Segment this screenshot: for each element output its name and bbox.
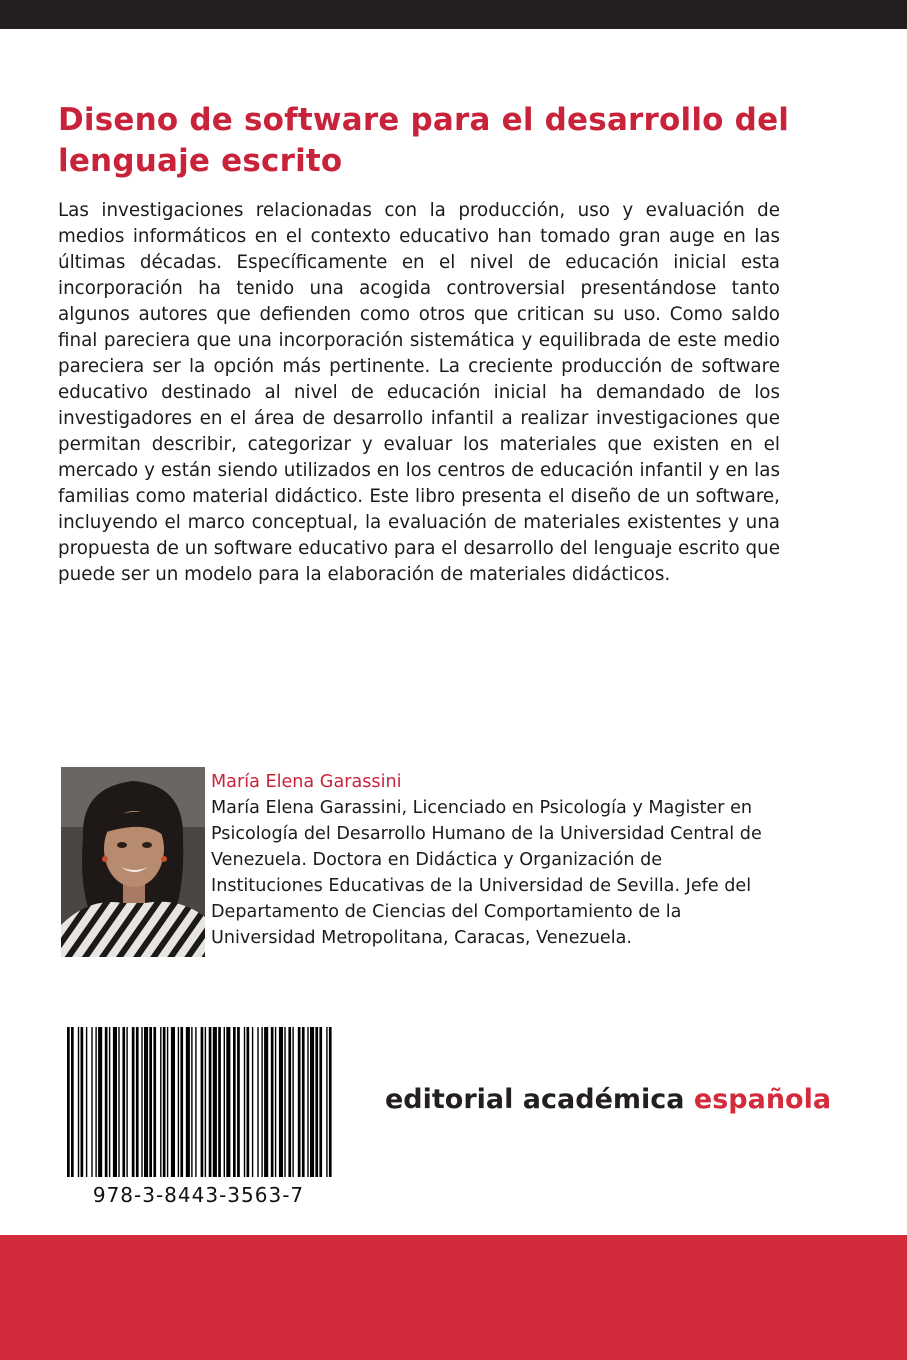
author-photo [61,767,205,957]
publisher-logo [385,1084,831,1115]
bottom-band [0,1235,907,1360]
author-bio: María Elena Garassini, Licenciado en Psicología y Magister en Psicología del Desarrollo Humano de la Universidad Central de Venezuela. Doctora en Didáctica y Organización de Instituciones Educativas de la Universidad de Sevilla. Jefe del Departamento de Ciencias del Comportamiento de la Universidad Metropolitana, Caracas, Venezuela. [211,798,762,948]
publisher-name: editorial académica [385,1084,694,1115]
book-title: Diseno de software para el desarrollo del lenguaje escrito [58,102,790,179]
book-description: Las investigaciones relacionadas con la producción, uso y evaluación de medios informáticos en el contexto educativo han tomado gran auge en las últimas décadas. Específicamente en el nivel de educación inicial esta incorporación ha tenido una acogida controversial presentándose tanto algunos autores que defienden como otros que critican su uso. Como saldo final pareciera que una incorporación sistemática y equilibrada de este medio pareciera ser la opción más pertinente. La creciente producción de software educativo destinado al nivel de educación inicial ha demandado de los investigadores en el área de desarrollo infantil a realizar investigaciones que permitan describir, categorizar y evaluar los materiales que existen en el mercado y están siendo utilizados en los centros de educación infantil y en las familias como material didáctico. Este libro presenta el diseño de un software, incluyendo el marco conceptual, la evaluación de materiales existentes y una propuesta de un software educativo para el desarrollo del lenguaje escrito que puede ser un modelo para la elaboración de materiales didácticos. [58,200,780,585]
top-band [0,0,907,29]
author-name: María Elena Garassini [211,772,402,792]
isbn-number: 978-3-8443-3563-7 [92,1183,305,1207]
publisher-name-accent: española [693,1084,832,1115]
barcode [61,1027,336,1179]
